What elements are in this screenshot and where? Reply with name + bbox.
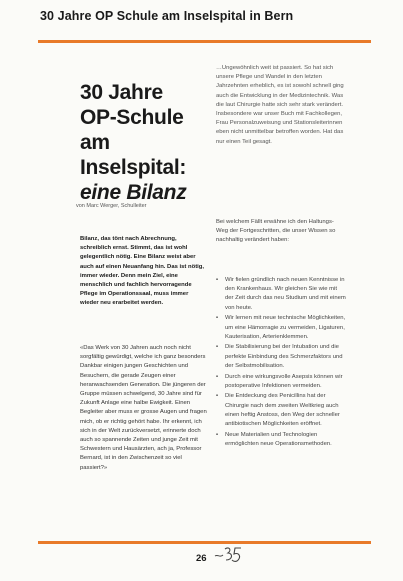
headline-line-2: OP-Schule — [80, 106, 184, 129]
bullet-dot-icon: • — [216, 277, 219, 283]
bullet-item — [216, 314, 346, 342]
bullet-item — [216, 276, 346, 313]
bullet-text: Neue Materialien und Technologien ermöglichten neue Operationsmethoden. — [225, 431, 332, 447]
bullet-list — [216, 276, 346, 451]
bullet-item — [216, 343, 346, 371]
bullet-text: Durch eine wirkungsvolle Asepsis können wir postoperative Infektionen vermeiden. — [225, 373, 343, 389]
handwritten-note-icon — [214, 544, 244, 566]
bullet-dot-icon: • — [216, 344, 219, 351]
running-head: 30 Jahre OP Schule am Inselspital in Bern — [40, 9, 294, 23]
bullet-dot-icon: • — [216, 393, 219, 400]
bullet-text: Wir lernen mit neue technische Möglichkeiten, um eine Hämorragie zu vermeiden, Ligaturen, Kauterisation, Arterienklemmen. — [225, 315, 346, 340]
bullet-text: Wir fielen gründlich nach neuen Kenntnisse in den Krankenhaus. Wir gleichen Sie wie mit der Zeit durch das neu Studium und mit einem von heute. — [225, 277, 346, 311]
bullet-item — [216, 373, 346, 391]
headline-line-4: Inselspital: — [80, 156, 187, 179]
bullet-dot-icon: • — [216, 315, 219, 322]
bottom-orange-rule — [38, 541, 371, 544]
lead-paragraph: Bilanz, das tönt nach Abrechnung, schreiblich ernst. Stimmt, das ist wohl gelegentlich nötig. Eine Bilanz weist aber auch auf einen Neuanfang hin. Das ist nötig, immer wieder. Denn mein Ziel, eine menschlich und fachlich hervorragende Pflege im Operationssaal, muss immer wieder neu erarbeitet werden. — [80, 236, 205, 307]
bullet-item — [216, 431, 346, 449]
bullet-dot-icon: • — [216, 373, 219, 380]
bullet-dot-icon: • — [216, 431, 219, 438]
headline-line-3: am — [80, 131, 110, 154]
bullet-item — [216, 392, 346, 429]
headline-line-5: eine Bilanz — [80, 181, 187, 204]
top-orange-rule — [38, 40, 371, 43]
article-headline — [80, 80, 205, 205]
body-paragraph-right-top: …Ungewöhnlich weit ist passiert. So hat sich unsere Pflege und Wandel in den letzten Jahrzehnten erheblich, es ist sowohl schnell ging auch die Entwicklung in der Medizintechnik. Was die laut Chirurgie hatte sich sehr stark verändert. Insbesondere war unser Buch mit Fachkollegen, Frau Personalzuweisung und Stationsleiterinnen eben nicht unmittelbar betroffen worden. Hat das nur einen Teil gesagt. — [216, 65, 344, 145]
headline-line-1: 30 Jahre — [80, 81, 163, 104]
body-paragraph-right-mid: Bei welchem Fällt erwähne ich den Haltungs-Weg der Fortgeschritten, die unser Wissen so nachhaltig verändert haben: — [216, 219, 336, 244]
bullet-text: Die Stabilisierung bei der Intubation und die perfekte Einbindung des Schmerzfaktors und der Selbstmobilisation. — [225, 344, 343, 369]
page-number: 26 — [196, 553, 207, 564]
body-paragraph-left: «Das Werk von 30 Jahren auch noch nicht sorgfältig gewürdigt, welche ich ganz besonders Dankbar einigen jungen Geschichten und Besuchern, die gerade Zeugen einer heranwachsenden Generation. Die jüngeren der Gruppe müssen schwelgend, 30 Jahre sind für Zukunft Anlage eine halbe Ewigkeit. Einen Begleiter aber muss er grosse Augen und fragen mich, ob er richtig gehört habe. Ihr erkennt, ich sich in der Welt zurückversetzt, erinnerte doch auch so spannende Zeiten und junge Zeit mit Schwestern und Hausärzten, ach ja, Professor Bernard, ist in den Zwischenzeit so viel passiert?» — [80, 345, 207, 471]
byline: von Marc Werger, Schulleiter — [76, 203, 147, 209]
bullet-text: Die Entdeckung des Penicillins hat der Chirurgie nach dem zweiten Weltkrieg auch einen heftig Anstoss, den Weg der schneller antibiotischen Möglichkeiten eröffnet. — [225, 393, 340, 428]
